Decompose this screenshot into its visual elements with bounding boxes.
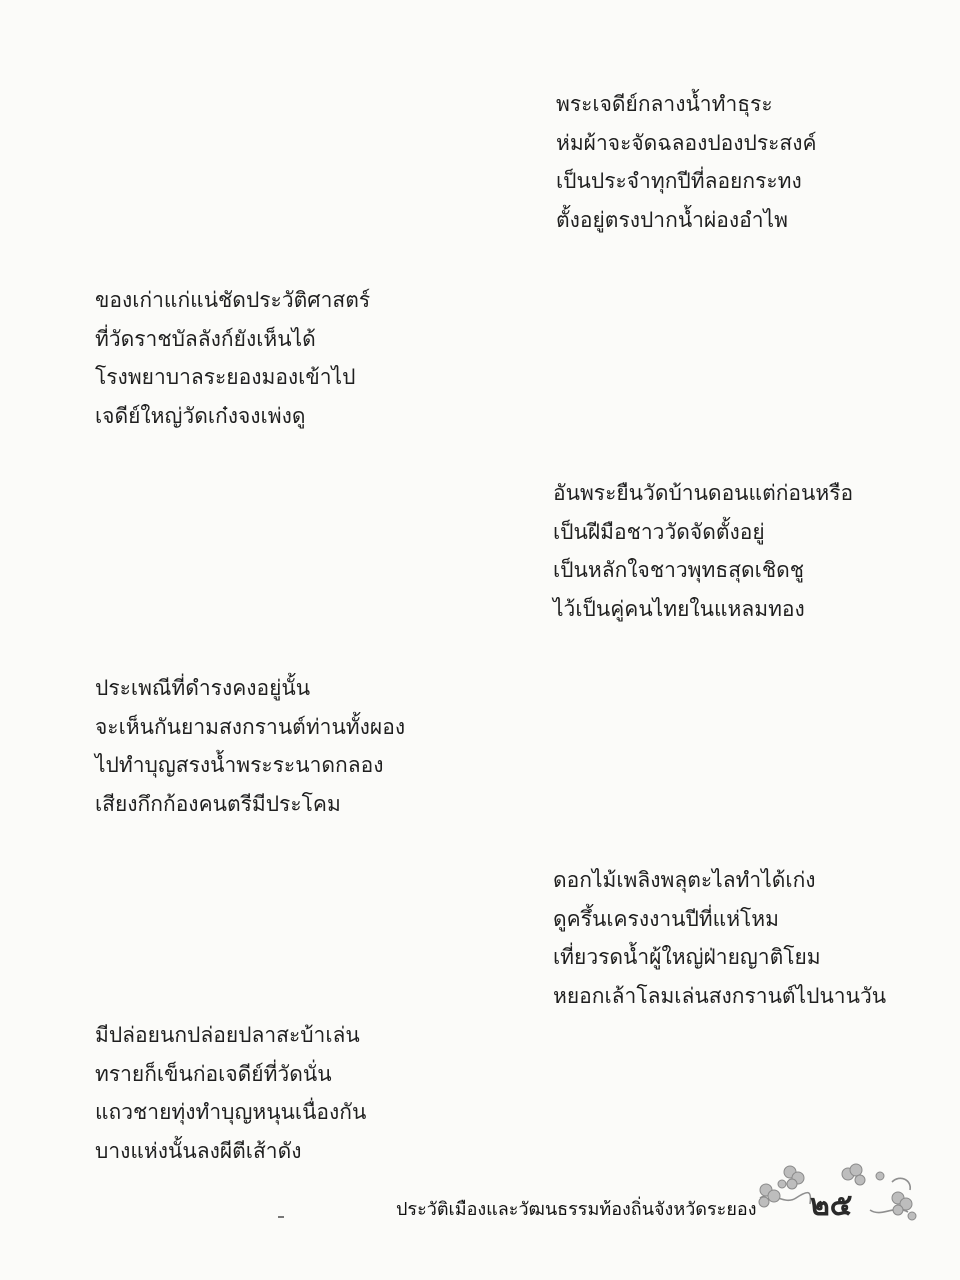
- print-speck: [278, 1216, 284, 1218]
- poem-stanza-4: [95, 669, 405, 823]
- poem-line: ที่วัดราชบัลลังก์ยังเห็นได้: [95, 326, 316, 351]
- poem-stanza-1: [556, 85, 817, 239]
- poem-line: เป็นประจำทุกปีที่ลอยกระทง: [556, 169, 802, 193]
- poem-line: ไว้เป็นคู่คนไทยในแหลมทอง: [553, 596, 805, 621]
- poem-line: ของเก่าแก่แน่ชัดประวัติศาสตร์: [95, 288, 371, 312]
- poem-stanza-2: [95, 281, 370, 435]
- poem-line: ดอกไม้เพลิงพลุตะไลทำได้เก่ง: [553, 868, 816, 892]
- poem-stanza-5: [553, 861, 886, 1015]
- poem-line: ประเพณีที่ดำรงคงอยู่นั้น: [95, 676, 311, 700]
- poem-stanza-3: [553, 474, 853, 628]
- poem-line: เป็นหลักใจชาวพุทธสุดเชิดชู: [553, 558, 804, 582]
- poem-stanza-6: [95, 1016, 366, 1170]
- poem-line: หยอกเล้าโลมเล่นสงกรานต์ไปนานวัน: [553, 983, 887, 1008]
- poem-line: แถวชายทุ่งทำบุญหนุนเนื่องกัน: [95, 1100, 367, 1124]
- poem-line: เจดีย์ใหญ่วัดเก๋งจงเพ่งดู: [95, 403, 306, 428]
- poem-line: ดูครึ้นเครงงานปีที่แห่โหม: [553, 906, 779, 931]
- poem-line: มีปล่อยนกปล่อยปลาสะบ้าเล่น: [95, 1023, 360, 1047]
- poem-line: เที่ยวรดน้ำผู้ใหญ่ฝ่ายญาติโยม: [553, 945, 821, 969]
- poem-line: บางแห่งนั้นลงผีตีเส้าดัง: [95, 1138, 302, 1163]
- poem-line: โรงพยาบาลระยองมองเข้าไป: [95, 365, 356, 389]
- footer-book-title: ประวัติเมืองและวัฒนธรรมท้องถิ่นจังหวัดระยอง: [396, 1199, 757, 1220]
- poem-line: ไปทำบุญสรงน้ำพระระนาดกลอง: [95, 753, 384, 777]
- poem-line: จะเห็นกันยามสงกรานต์ท่านทั้งผอง: [95, 714, 406, 739]
- poem-line: เป็นฝีมือชาววัดจัดตั้งอยู่: [553, 519, 765, 544]
- page-number: ๒๕: [810, 1188, 853, 1223]
- poem-line: เสียงกึกก้องคนตรีมีประโคม: [95, 791, 341, 816]
- poem-line: อันพระยืนวัดบ้านดอนแต่ก่อนหรือ: [553, 481, 854, 505]
- poem-line: พระเจดีย์กลางน้ำทำธุระ: [556, 92, 773, 116]
- poem-line: ทรายก็เข็นก่อเจดีย์ที่วัดนั่น: [95, 1061, 332, 1086]
- poem-line: ตั้งอยู่ตรงปากน้ำผ่องอำไพ: [556, 207, 788, 232]
- poem-line: ห่มผ้าจะจัดฉลองปองประสงค์: [556, 130, 817, 155]
